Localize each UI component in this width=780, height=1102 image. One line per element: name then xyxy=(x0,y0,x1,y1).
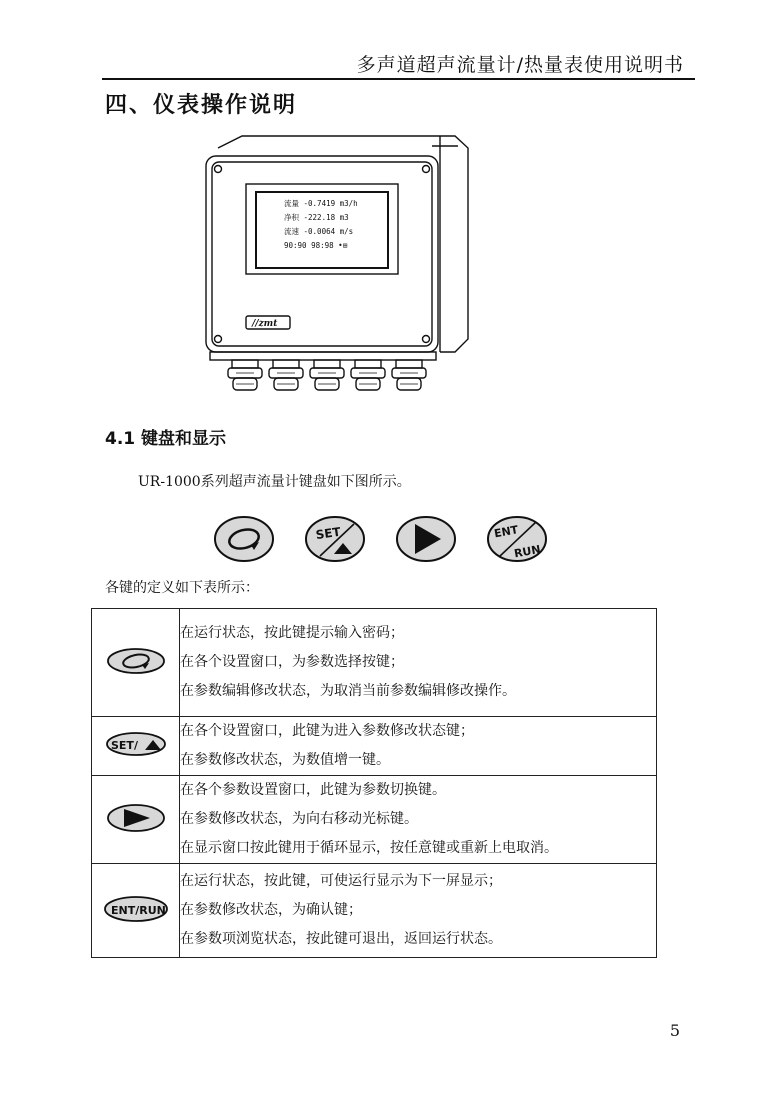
ent-run-key-icon xyxy=(103,895,169,923)
desc-line: 在参数项浏览状态，按此键可退出，返回运行状态。 xyxy=(180,931,502,947)
header-title: 多声道超声流量计/热量表使用说明书 xyxy=(356,54,684,76)
icon-cell xyxy=(92,717,180,776)
text-cell xyxy=(180,717,657,776)
right-key[interactable] xyxy=(395,512,457,564)
table-row xyxy=(92,864,657,958)
screen-line-4: 90:90 98:98 •⊞ xyxy=(284,241,348,250)
icon-cell xyxy=(92,609,180,717)
table-row xyxy=(92,717,657,776)
key-definitions-table xyxy=(91,608,657,958)
table-row xyxy=(92,776,657,864)
text-cell xyxy=(180,609,657,717)
flowmeter-device-illustration xyxy=(200,134,470,396)
table-row xyxy=(92,609,657,717)
icon-cell xyxy=(92,776,180,864)
desc-line: 在各个设置窗口，此键为进入参数修改状态键； xyxy=(180,723,474,739)
page-number: 5 xyxy=(669,1021,680,1040)
desc-line: 在各个设置窗口，为参数选择按键； xyxy=(180,654,404,670)
subsection-title: 4.1 键盘和显示 xyxy=(105,429,227,449)
return-key[interactable] xyxy=(213,512,275,564)
header-rule xyxy=(102,78,695,80)
brand-logo-text: //zmt xyxy=(252,319,278,329)
set-key-label: SET xyxy=(314,524,342,543)
screen-line-3: 流速 -0.0064 m/s xyxy=(284,227,354,236)
desc-line: 在参数编辑修改状态，为取消当前参数编辑修改操作。 xyxy=(180,683,516,699)
icon-cell xyxy=(92,864,180,958)
set-up-key[interactable] xyxy=(304,512,366,564)
desc-line: 在各个参数设置窗口，此键为参数切换键。 xyxy=(180,782,446,798)
ent-key-label: ENT xyxy=(493,523,520,541)
run-key-label: RUN xyxy=(513,542,542,561)
ent-run-table-label: ENT/RUN xyxy=(110,903,166,917)
return-key-icon xyxy=(106,647,166,675)
set-up-key-icon xyxy=(105,731,167,757)
desc-line: 在显示窗口按此键用于循环显示，按任意键或重新上电取消。 xyxy=(180,840,558,856)
ent-run-key[interactable] xyxy=(486,512,548,564)
screen-line-2: 净积 -222.18 m3 xyxy=(284,213,349,222)
desc-line: 在运行状态，按此键，可使运行显示为下一屏显示； xyxy=(180,873,502,889)
keypad-row xyxy=(213,512,553,568)
desc-line: 在参数修改状态，为确认键； xyxy=(180,902,362,918)
text-cell xyxy=(180,864,657,958)
table-intro: 各键的定义如下表所示： xyxy=(105,580,259,596)
right-key-icon xyxy=(106,803,166,833)
section-title: 四、仪表操作说明 xyxy=(105,93,298,118)
desc-line: 在参数修改状态，为数值增一键。 xyxy=(180,752,390,768)
desc-line: 在运行状态，按此键提示输入密码； xyxy=(180,625,404,641)
set-key-table-label: SET/ xyxy=(110,739,138,752)
desc-line: 在参数修改状态，为向右移动光标键。 xyxy=(180,811,418,827)
screen-line-1: 流量 -0.7419 m3/h xyxy=(284,199,358,208)
text-cell xyxy=(180,776,657,864)
intro-text: UR-1000系列超声流量计键盘如下图所示。 xyxy=(138,474,411,490)
